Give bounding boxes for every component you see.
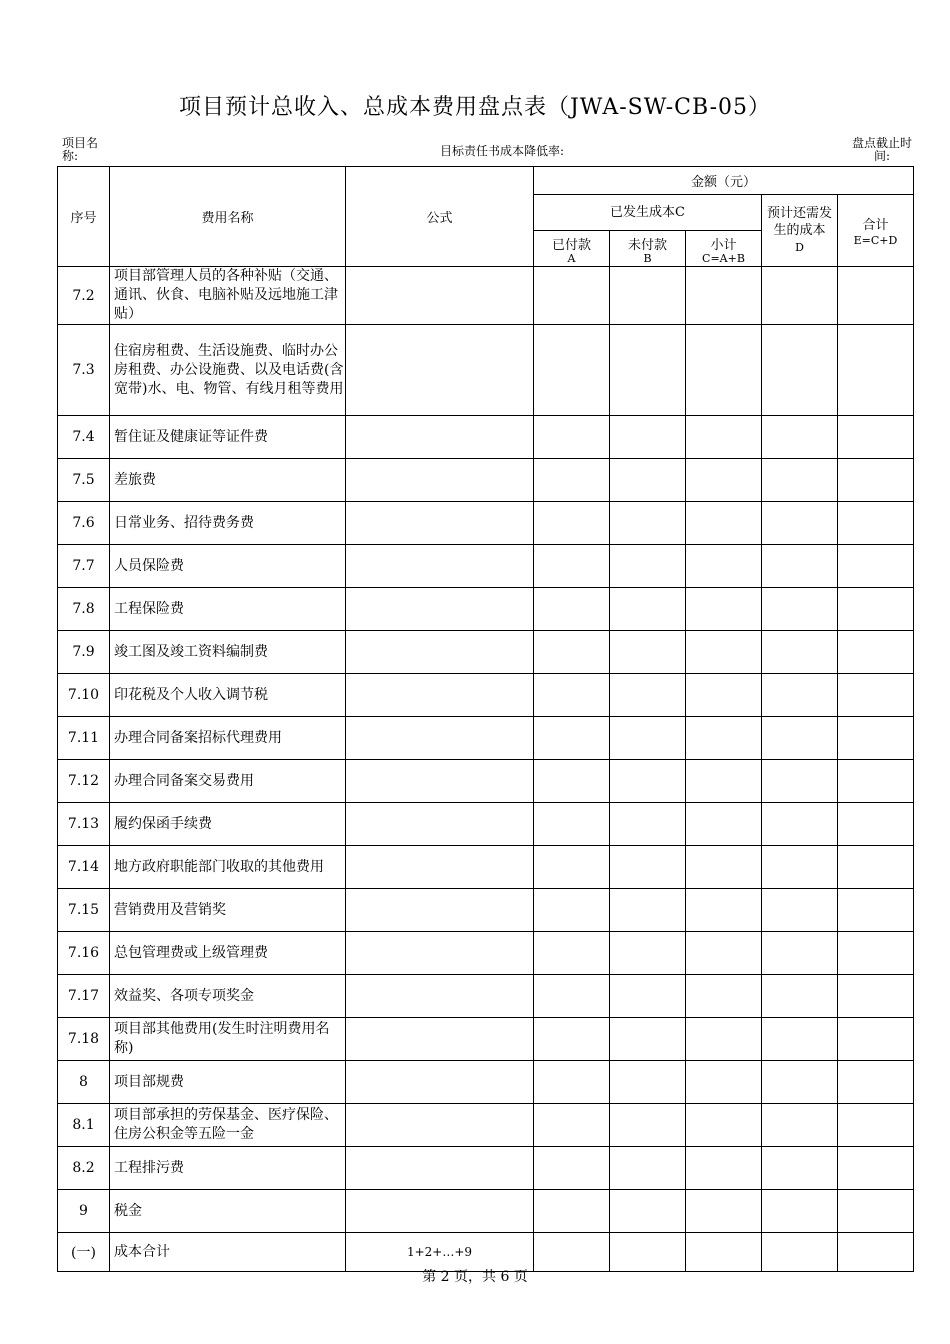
row-expected-cell [762,1018,838,1061]
row-formula [346,416,534,459]
row-total-cell [838,267,914,325]
row-fee-name: 营销费用及营销奖 [110,889,346,932]
row-seq: 7.12 [58,760,110,803]
row-formula [346,1061,534,1104]
row-subtotal-cell [686,1061,762,1104]
row-total-cell [838,416,914,459]
row-seq: (一) [58,1233,110,1272]
row-subtotal-cell [686,1018,762,1061]
row-formula [346,889,534,932]
header-unpaid-code: B [643,251,652,265]
row-expected-cell [762,975,838,1018]
row-fee-name: 项目部承担的劳保基金、医疗保险、住房公积金等五险一金 [110,1104,346,1147]
row-unpaid-cell [610,717,686,760]
row-fee-name: 履约保函手续费 [110,803,346,846]
row-formula [346,545,534,588]
row-paid-cell [534,674,610,717]
row-expected-cell [762,267,838,325]
row-subtotal-cell [686,1190,762,1233]
row-unpaid-cell [610,889,686,932]
row-seq: 8 [58,1061,110,1104]
table-row [58,267,914,325]
row-unpaid-cell [610,325,686,416]
row-unpaid-cell [610,932,686,975]
row-fee-name: 日常业务、招待费务费 [110,502,346,545]
table-row [58,325,914,416]
header-subtotal-label: 小计 [710,237,737,253]
target-rate-label: 目标责任书成本降低率: [440,144,565,158]
header-subtotal-code: C=A+B [702,251,745,265]
row-subtotal-cell [686,760,762,803]
row-expected-cell [762,803,838,846]
header-unpaid [610,231,686,267]
row-seq: 7.11 [58,717,110,760]
row-seq: 7.8 [58,588,110,631]
row-total-cell [838,932,914,975]
row-paid-cell [534,267,610,325]
row-total-cell [838,502,914,545]
table-row [58,932,914,975]
row-formula [346,1104,534,1147]
row-expected-cell [762,717,838,760]
row-subtotal-cell [686,459,762,502]
row-formula [346,674,534,717]
row-paid-cell [534,1190,610,1233]
row-fee-name: 人员保险费 [110,545,346,588]
row-total-cell [838,889,914,932]
row-paid-cell [534,588,610,631]
table-row [58,1061,914,1104]
row-expected-cell [762,631,838,674]
row-unpaid-cell [610,1061,686,1104]
row-fee-name: 办理合同备案招标代理费用 [110,717,346,760]
row-paid-cell [534,1018,610,1061]
row-unpaid-cell [610,545,686,588]
row-subtotal-cell [686,545,762,588]
row-expected-cell [762,760,838,803]
row-expected-cell [762,502,838,545]
row-unpaid-cell [610,459,686,502]
row-subtotal-cell [686,267,762,325]
row-total-cell [838,459,914,502]
row-seq: 7.5 [58,459,110,502]
row-subtotal-cell [686,674,762,717]
row-formula [346,267,534,325]
row-unpaid-cell [610,846,686,889]
row-total-cell [838,760,914,803]
header-amount: 金额（元） [534,167,914,195]
row-fee-name: 工程排污费 [110,1147,346,1190]
row-paid-cell [534,631,610,674]
row-total-cell [838,717,914,760]
row-expected-cell [762,545,838,588]
row-expected-cell [762,325,838,416]
row-total-cell [838,588,914,631]
row-formula [346,325,534,416]
table-row [58,803,914,846]
table-row [58,1190,914,1233]
row-total-cell [838,1018,914,1061]
header-formula: 公式 [346,167,534,267]
row-total-cell [838,325,914,416]
table-row [58,545,914,588]
row-unpaid-cell [610,1190,686,1233]
row-seq: 7.4 [58,416,110,459]
header-total-label: 合计 [862,217,889,233]
row-formula [346,1190,534,1233]
row-fee-name: 项目部管理人员的各种补贴（交通、通讯、伙食、电脑补贴及远地施工津贴） [110,267,346,325]
row-paid-cell [534,502,610,545]
row-fee-name: 效益奖、各项专项奖金 [110,975,346,1018]
row-total-cell [838,1104,914,1147]
row-fee-name: 税金 [110,1190,346,1233]
row-expected-cell [762,1190,838,1233]
row-subtotal-cell [686,717,762,760]
row-subtotal-cell [686,803,762,846]
table-row [58,502,914,545]
row-fee-name: 暂住证及健康证等证件费 [110,416,346,459]
row-fee-name: 办理合同备案交易费用 [110,760,346,803]
row-seq: 7.6 [58,502,110,545]
row-seq: 7.14 [58,846,110,889]
row-paid-cell [534,416,610,459]
table-row [58,717,914,760]
cutoff-label: 盘点截止时间: [851,136,912,163]
row-total-cell [838,846,914,889]
table-row [58,1018,914,1061]
row-subtotal-cell [686,325,762,416]
row-paid-cell [534,459,610,502]
row-fee-name: 差旅费 [110,459,346,502]
row-unpaid-cell [610,502,686,545]
row-total-cell [838,1190,914,1233]
header-fee-name: 费用名称 [110,167,346,267]
row-formula [346,1147,534,1190]
row-unpaid-cell [610,1147,686,1190]
row-subtotal-cell [686,502,762,545]
row-subtotal-cell [686,416,762,459]
row-subtotal-cell [686,889,762,932]
row-expected-cell [762,1147,838,1190]
row-seq: 7.9 [58,631,110,674]
row-subtotal-cell [686,1104,762,1147]
row-paid-cell [534,1104,610,1147]
row-unpaid-cell [610,631,686,674]
table-row [58,889,914,932]
row-seq: 8.2 [58,1147,110,1190]
row-expected-cell [762,1104,838,1147]
row-total-cell [838,674,914,717]
row-subtotal-cell [686,1147,762,1190]
row-fee-name: 住宿房租费、生活设施费、临时办公房租费、办公设施费、以及电话费(含宽带)水、电、物管、有线月租等费用 [110,325,346,416]
row-formula [346,588,534,631]
row-expected-cell [762,846,838,889]
row-formula [346,975,534,1018]
row-expected-cell [762,459,838,502]
row-formula [346,459,534,502]
row-fee-name: 印花税及个人收入调节税 [110,674,346,717]
row-total-cell [838,545,914,588]
row-unpaid-cell [610,416,686,459]
row-paid-cell [534,932,610,975]
header-paid-label: 已付款 [551,237,591,253]
row-formula [346,760,534,803]
row-fee-name: 地方政府职能部门收取的其他费用 [110,846,346,889]
table-row [58,975,914,1018]
row-unpaid-cell [610,267,686,325]
row-paid-cell [534,325,610,416]
row-formula [346,717,534,760]
row-total-cell [838,803,914,846]
row-formula [346,1018,534,1061]
row-paid-cell [534,803,610,846]
row-seq: 9 [58,1190,110,1233]
project-name-label: 项目名称: [62,136,99,163]
table-row [58,588,914,631]
row-unpaid-cell [610,1018,686,1061]
row-formula [346,846,534,889]
row-fee-name: 工程保险费 [110,588,346,631]
row-paid-cell [534,1061,610,1104]
header-total [838,195,914,267]
row-seq: 7.16 [58,932,110,975]
header-total-code: E=C+D [853,233,898,247]
page-title: 项目预计总收入、总成本费用盘点表（JWA-SW-CB-05） [178,95,771,120]
row-total-cell [838,1061,914,1104]
row-paid-cell [534,889,610,932]
row-fee-name: 竣工图及竣工资料编制费 [110,631,346,674]
row-seq: 7.15 [58,889,110,932]
row-formula [346,932,534,975]
table-row [58,674,914,717]
row-total-cell [838,631,914,674]
row-formula: 1+2+…+9 [346,1233,534,1272]
row-paid-cell [534,975,610,1018]
row-fee-name: 项目部其他费用(发生时注明费用名称) [110,1018,346,1061]
row-subtotal-cell [686,932,762,975]
row-subtotal-cell [686,975,762,1018]
row-seq: 8.1 [58,1104,110,1147]
table-row [58,760,914,803]
row-unpaid-cell [610,975,686,1018]
row-fee-name: 项目部规费 [110,1061,346,1104]
row-seq: 7.3 [58,325,110,416]
row-expected-cell [762,416,838,459]
row-fee-name: 总包管理费或上级管理费 [110,932,346,975]
row-total-cell [838,1147,914,1190]
table-row [58,416,914,459]
row-unpaid-cell [610,803,686,846]
row-unpaid-cell [610,760,686,803]
header-expected-label: 预计还需发生的成本 [766,206,832,238]
row-paid-cell [534,846,610,889]
row-paid-cell [534,760,610,803]
row-fee-name: 成本合计 [110,1233,346,1272]
row-formula [346,502,534,545]
header-seq: 序号 [58,167,110,267]
row-seq: 7.13 [58,803,110,846]
row-subtotal-cell [686,631,762,674]
row-paid-cell [534,717,610,760]
row-seq: 7.10 [58,674,110,717]
header-paid [534,231,610,267]
row-total-cell [838,975,914,1018]
table-row [58,631,914,674]
row-expected-cell [762,1061,838,1104]
header-expected-code: D [795,241,804,254]
row-unpaid-cell [610,588,686,631]
row-expected-cell [762,932,838,975]
row-paid-cell [534,545,610,588]
row-unpaid-cell [610,1104,686,1147]
row-subtotal-cell [686,846,762,889]
table-row [58,1104,914,1147]
cost-table [57,166,914,1272]
row-unpaid-cell [610,674,686,717]
page-footer: 第 2 页，共 6 页 [422,1269,528,1285]
header-expected [762,195,838,267]
row-subtotal-cell [686,588,762,631]
header-subtotal [686,231,762,267]
row-seq: 7.7 [58,545,110,588]
row-formula [346,631,534,674]
header-incurred: 已发生成本C [534,195,762,231]
row-seq: 7.2 [58,267,110,325]
header-paid-code: A [567,251,576,265]
row-formula [346,803,534,846]
row-seq: 7.17 [58,975,110,1018]
table-row [58,846,914,889]
row-expected-cell [762,588,838,631]
row-expected-cell [762,889,838,932]
row-seq: 7.18 [58,1018,110,1061]
row-paid-cell [534,1147,610,1190]
row-expected-cell [762,674,838,717]
table-row [58,1147,914,1190]
table-row [58,459,914,502]
header-unpaid-label: 未付款 [627,237,667,253]
